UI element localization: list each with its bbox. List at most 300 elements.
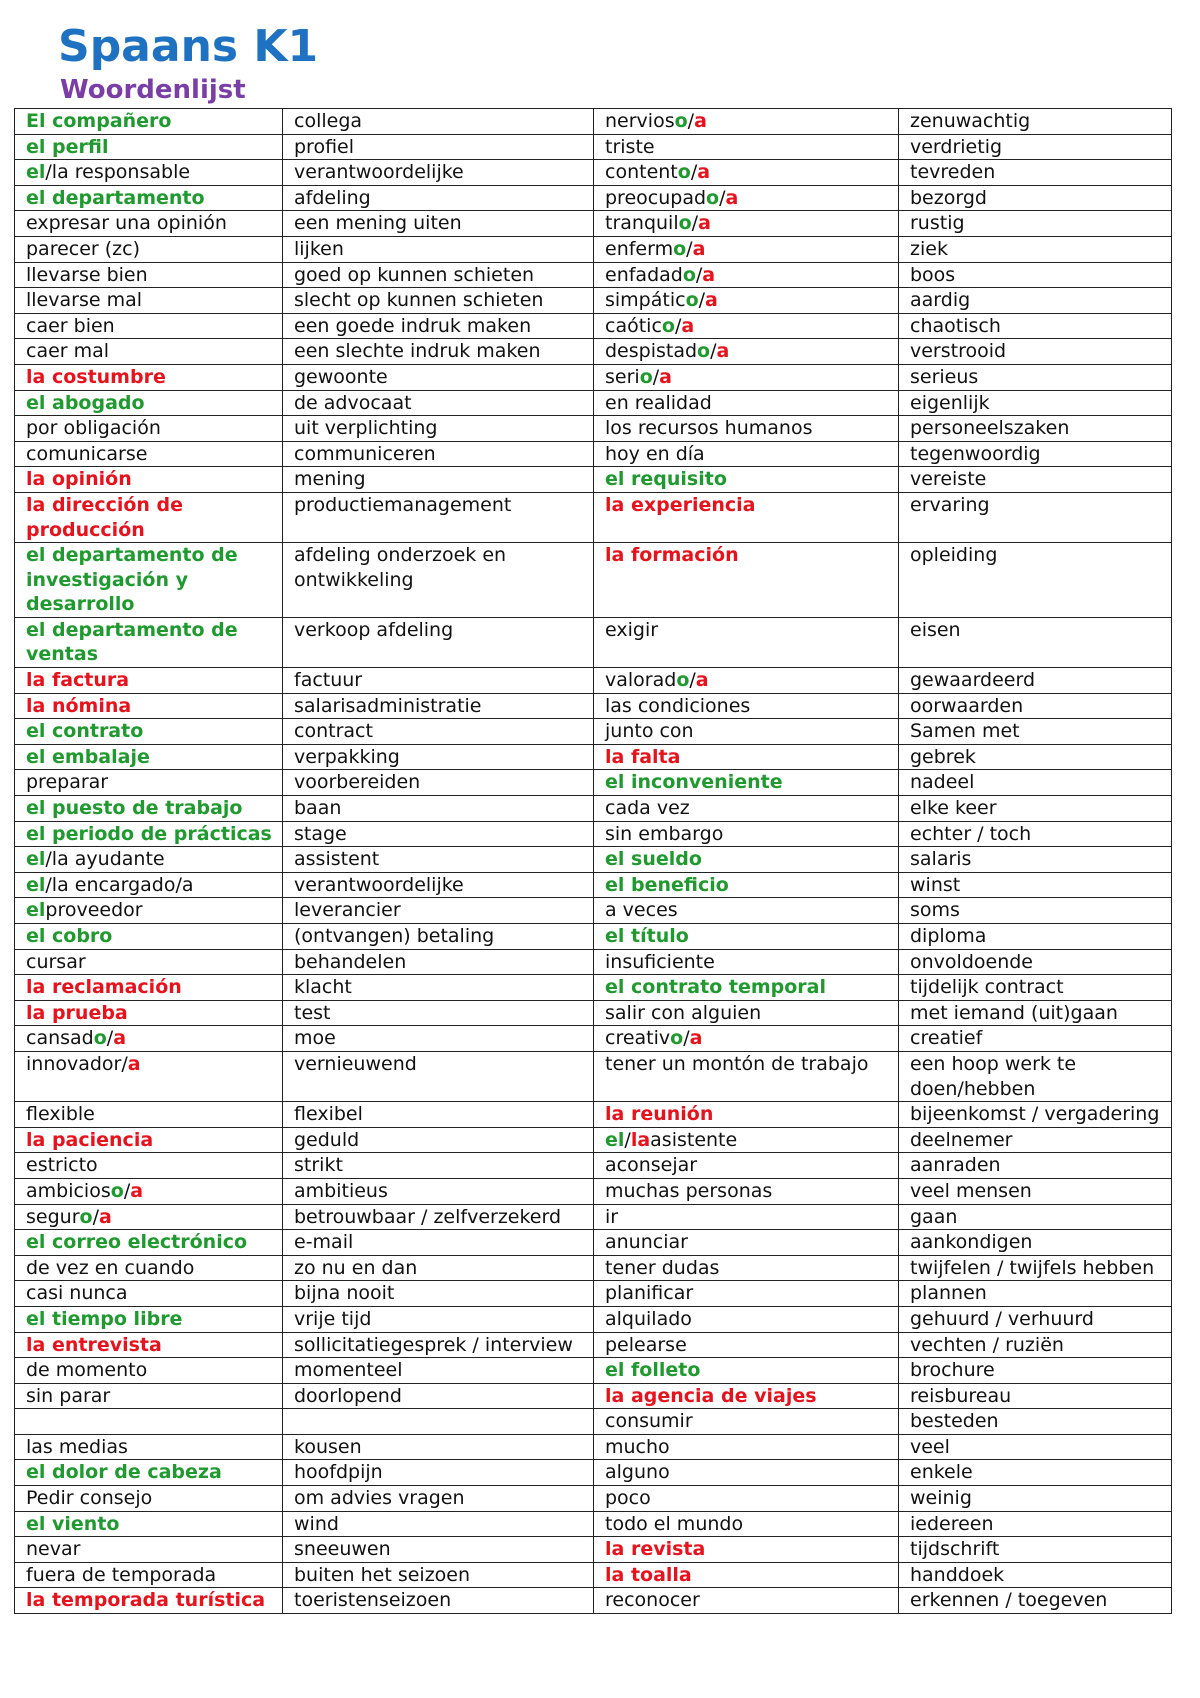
cell-spanish-term-left xyxy=(15,719,283,745)
cell-text: el tiempo libre xyxy=(26,1307,183,1330)
cell-text: la temporada turística xyxy=(26,1589,266,1612)
table-row xyxy=(15,288,1172,314)
cell-text: bijeenkomst / vergadering xyxy=(910,1103,1160,1126)
table-row xyxy=(15,160,1172,186)
cell-text: El compañero xyxy=(26,110,172,132)
cell-spanish-term-left xyxy=(15,160,283,186)
cell-text: kousen xyxy=(294,1435,362,1458)
cell-dutch-translation-left xyxy=(283,1588,594,1614)
page-title: Spaans K1 xyxy=(58,21,319,72)
cell-dutch-translation-right xyxy=(899,1537,1172,1563)
table-row xyxy=(15,390,1172,416)
cell-dutch-translation-left xyxy=(283,1102,594,1128)
cell-spanish-term-right xyxy=(594,1358,899,1384)
cell-text: oorwaarden xyxy=(910,694,1024,717)
cell-dutch-translation-left xyxy=(283,1358,594,1384)
cell-text: boos xyxy=(910,263,956,286)
cell-spanish-term-left xyxy=(15,467,283,493)
table-row xyxy=(15,543,1172,618)
cell-spanish-term-left xyxy=(15,262,283,288)
cell-dutch-translation-right xyxy=(899,1434,1172,1460)
cell-dutch-translation-right xyxy=(899,975,1172,1001)
cell-text: slecht op kunnen schieten xyxy=(294,289,544,312)
cell-dutch-translation-left xyxy=(283,185,594,211)
cell-spanish-term-left xyxy=(15,313,283,339)
cell-spanish-term-left xyxy=(15,492,283,542)
cell-text: handdoek xyxy=(910,1563,1005,1586)
table-row xyxy=(15,668,1172,694)
cell-text: la experiencia xyxy=(605,493,756,516)
cell-dutch-translation-right xyxy=(899,872,1172,898)
cell-text: diploma xyxy=(910,925,987,947)
cell-text: planificar xyxy=(605,1282,694,1305)
cell-dutch-translation-left xyxy=(283,492,594,542)
cell-text: / xyxy=(689,669,696,692)
table-row xyxy=(15,872,1172,898)
cell-spanish-term-right xyxy=(594,1460,899,1486)
table-row xyxy=(15,847,1172,873)
cell-text: communiceren xyxy=(294,442,436,465)
cell-text: reconocer xyxy=(605,1589,700,1612)
cell-text: erkennen / toegeven xyxy=(910,1589,1108,1612)
table-row xyxy=(15,1588,1172,1614)
cell-spanish-term-right xyxy=(594,236,899,262)
cell-dutch-translation-left xyxy=(283,1127,594,1153)
cell-text: en realidad xyxy=(605,391,712,414)
table-row xyxy=(15,1511,1172,1537)
cell-text: test xyxy=(294,1001,331,1024)
cell-spanish-term-right xyxy=(594,1332,899,1358)
cell-text: el contrato temporal xyxy=(605,976,827,999)
cell-text: aconsejar xyxy=(605,1154,698,1177)
cell-text: salir con alguien xyxy=(605,1001,762,1024)
cell-text: afdeling xyxy=(294,186,371,209)
cell-text: el departamento de investigación y desarrollo xyxy=(26,544,238,616)
table-row xyxy=(15,719,1172,745)
cell-spanish-term-right xyxy=(594,1102,899,1128)
cell-text: o xyxy=(639,365,653,388)
cell-text: el embalaje xyxy=(26,745,150,768)
cell-spanish-term-left xyxy=(15,1358,283,1384)
table-row xyxy=(15,1486,1172,1512)
cell-text: a xyxy=(113,1027,127,1050)
cell-dutch-translation-left xyxy=(283,1332,594,1358)
cell-dutch-translation-right xyxy=(899,543,1172,618)
cell-text: vrije tijd xyxy=(294,1307,372,1330)
cell-text: echter / toch xyxy=(910,822,1032,845)
cell-text: el inconveniente xyxy=(605,771,783,794)
cell-text: tranquil xyxy=(605,212,679,235)
cell-text: Pedir consejo xyxy=(26,1487,153,1510)
cell-dutch-translation-left xyxy=(283,211,594,237)
cell-dutch-translation-right xyxy=(899,770,1172,796)
table-row xyxy=(15,1358,1172,1384)
cell-dutch-translation-left xyxy=(283,898,594,924)
cell-text: insuficiente xyxy=(605,950,715,973)
cell-spanish-term-left xyxy=(15,770,283,796)
cell-dutch-translation-left xyxy=(283,796,594,822)
cell-spanish-term-left xyxy=(15,1511,283,1537)
cell-text: contract xyxy=(294,720,373,743)
cell-text: eigenlijk xyxy=(910,391,990,414)
cell-text: a xyxy=(681,314,695,337)
cell-spanish-term-right xyxy=(594,1153,899,1179)
cell-text: stage xyxy=(294,822,347,845)
cell-text: klacht xyxy=(294,976,352,999)
cell-text: wind xyxy=(294,1512,339,1535)
cell-spanish-term-right xyxy=(594,1026,899,1052)
cell-spanish-term-left xyxy=(15,975,283,1001)
table-row xyxy=(15,949,1172,975)
cell-text: comunicarse xyxy=(26,442,148,465)
cell-text: behandelen xyxy=(294,950,407,973)
cell-text: profiel xyxy=(294,135,355,158)
cell-dutch-translation-right xyxy=(899,1332,1172,1358)
cell-spanish-term-right xyxy=(594,262,899,288)
cell-text: met iemand (uit)gaan xyxy=(910,1001,1118,1024)
cell-text: la prueba xyxy=(26,1001,128,1024)
cell-dutch-translation-left xyxy=(283,693,594,719)
cell-spanish-term-right xyxy=(594,1204,899,1230)
table-row xyxy=(15,109,1172,135)
cell-text: veel mensen xyxy=(910,1179,1032,1202)
cell-text: la revista xyxy=(605,1538,706,1561)
cell-text: el dolor de cabeza xyxy=(26,1461,222,1484)
cell-text: reisbureau xyxy=(910,1384,1012,1407)
cell-dutch-translation-left xyxy=(283,1409,594,1435)
cell-text: la paciencia xyxy=(26,1128,154,1151)
cell-text: aardig xyxy=(910,289,971,312)
cell-dutch-translation-left xyxy=(283,1051,594,1101)
vocabulary-table-body xyxy=(15,109,1172,1614)
cell-spanish-term-right xyxy=(594,821,899,847)
cell-spanish-term-left xyxy=(15,416,283,442)
cell-spanish-term-left xyxy=(15,693,283,719)
cell-text: uit verplichting xyxy=(294,417,438,440)
cell-spanish-term-left xyxy=(15,185,283,211)
cell-spanish-term-right xyxy=(594,796,899,822)
cell-dutch-translation-right xyxy=(899,416,1172,442)
cell-text: winst xyxy=(910,873,961,896)
cell-dutch-translation-left xyxy=(283,262,594,288)
table-row xyxy=(15,1332,1172,1358)
cell-dutch-translation-left xyxy=(283,1026,594,1052)
cell-text: doorlopend xyxy=(294,1384,402,1407)
cell-text: a xyxy=(130,1179,144,1202)
cell-text: sollicitatiegesprek / interview xyxy=(294,1333,573,1356)
cell-spanish-term-right xyxy=(594,211,899,237)
cell-text: / xyxy=(687,110,695,132)
cell-text: de momento xyxy=(26,1359,148,1382)
table-row xyxy=(15,1051,1172,1101)
cell-dutch-translation-right xyxy=(899,898,1172,924)
cell-spanish-term-left xyxy=(15,288,283,314)
cell-text: twijfelen / twijfels hebben xyxy=(910,1256,1155,1279)
cell-text: cada vez xyxy=(605,797,690,820)
cell-dutch-translation-left xyxy=(283,1460,594,1486)
cell-dutch-translation-left xyxy=(283,109,594,135)
cell-text: rustig xyxy=(910,212,965,235)
cell-text: el xyxy=(605,1128,625,1151)
cell-text: aanraden xyxy=(910,1154,1001,1177)
cell-text: el correo electrónico xyxy=(26,1231,248,1254)
cell-spanish-term-right xyxy=(594,543,899,618)
cell-text: / xyxy=(624,1128,631,1151)
cell-text: el departamento xyxy=(26,186,205,209)
cell-dutch-translation-left xyxy=(283,872,594,898)
table-row xyxy=(15,1204,1172,1230)
cell-text: een goede indruk maken xyxy=(294,314,532,337)
table-row xyxy=(15,975,1172,1001)
cell-text: gewaardeerd xyxy=(910,669,1036,692)
cell-dutch-translation-left xyxy=(283,134,594,160)
cell-text: plannen xyxy=(910,1282,987,1305)
cell-text: productiemanagement xyxy=(294,493,512,516)
cell-dutch-translation-left xyxy=(283,1178,594,1204)
cell-text: verstrooid xyxy=(910,340,1007,363)
cell-text: o xyxy=(678,212,692,235)
table-row xyxy=(15,134,1172,160)
cell-text: las medias xyxy=(26,1435,128,1458)
cell-dutch-translation-left xyxy=(283,313,594,339)
cell-spanish-term-left xyxy=(15,1562,283,1588)
cell-text: a xyxy=(127,1052,141,1075)
cell-text: preocupad xyxy=(605,186,707,209)
cell-spanish-term-right xyxy=(594,1051,899,1101)
cell-text: a xyxy=(694,110,707,132)
cell-dutch-translation-left xyxy=(283,617,594,667)
cell-dutch-translation-right xyxy=(899,847,1172,873)
cell-text: triste xyxy=(605,135,655,158)
cell-dutch-translation-left xyxy=(283,847,594,873)
cell-text: valorad xyxy=(605,669,677,692)
cell-spanish-term-left xyxy=(15,1434,283,1460)
cell-spanish-term-left xyxy=(15,1537,283,1563)
cell-text: / xyxy=(674,314,682,337)
cell-dutch-translation-left xyxy=(283,1281,594,1307)
cell-text: / xyxy=(106,1027,114,1050)
cell-text: verantwoordelijke xyxy=(294,873,464,896)
cell-spanish-term-left xyxy=(15,821,283,847)
cell-text: eisen xyxy=(910,618,961,641)
table-row xyxy=(15,339,1172,365)
cell-text: vechten / ruziën xyxy=(910,1333,1064,1356)
cell-text: o xyxy=(110,1179,124,1202)
cell-spanish-term-right xyxy=(594,1409,899,1435)
cell-text: / xyxy=(683,1027,690,1050)
cell-spanish-term-left xyxy=(15,744,283,770)
table-row xyxy=(15,441,1172,467)
table-row xyxy=(15,1026,1172,1052)
cell-spanish-term-right xyxy=(594,339,899,365)
cell-dutch-translation-right xyxy=(899,109,1172,135)
cell-text: el abogado xyxy=(26,391,145,414)
cell-spanish-term-left xyxy=(15,1102,283,1128)
cell-text: onvoldoende xyxy=(910,950,1033,973)
cell-text: ziek xyxy=(910,237,948,260)
cell-dutch-translation-left xyxy=(283,949,594,975)
table-row xyxy=(15,1000,1172,1026)
cell-text: o xyxy=(79,1205,93,1228)
cell-text: hoy en día xyxy=(605,442,705,465)
cell-text: gaan xyxy=(910,1205,958,1228)
cell-text: a xyxy=(697,161,711,184)
cell-spanish-term-left xyxy=(15,898,283,924)
cell-dutch-translation-right xyxy=(899,668,1172,694)
cell-text: zo nu en dan xyxy=(294,1256,418,1279)
cell-spanish-term-left xyxy=(15,1281,283,1307)
cell-text: chaotisch xyxy=(910,314,1001,337)
cell-text: a xyxy=(692,237,706,260)
cell-dutch-translation-right xyxy=(899,744,1172,770)
cell-spanish-term-left xyxy=(15,1409,283,1435)
cell-text: enfadad xyxy=(605,263,683,286)
cell-spanish-term-right xyxy=(594,975,899,1001)
cell-text: Samen met xyxy=(910,720,1020,743)
cell-text: la xyxy=(630,1128,651,1151)
table-row xyxy=(15,185,1172,211)
cell-spanish-term-left xyxy=(15,872,283,898)
cell-dutch-translation-right xyxy=(899,262,1172,288)
cell-text: tijdelijk contract xyxy=(910,976,1064,999)
cell-text: baan xyxy=(294,797,342,820)
cell-spanish-term-left xyxy=(15,364,283,390)
cell-text: a veces xyxy=(605,899,678,922)
cell-spanish-term-right xyxy=(594,1588,899,1614)
cell-text: sneeuwen xyxy=(294,1538,391,1561)
cell-spanish-term-right xyxy=(594,668,899,694)
cell-text: o xyxy=(670,1027,684,1050)
table-row xyxy=(15,1153,1172,1179)
cell-spanish-term-right xyxy=(594,313,899,339)
cell-text: momenteel xyxy=(294,1359,403,1382)
cell-text: a xyxy=(698,212,711,235)
table-row xyxy=(15,1409,1172,1435)
cell-dutch-translation-right xyxy=(899,390,1172,416)
cell-dutch-translation-left xyxy=(283,1255,594,1281)
cell-text: poco xyxy=(605,1487,651,1510)
cell-dutch-translation-right xyxy=(899,467,1172,493)
cell-text: o xyxy=(706,186,720,209)
cell-dutch-translation-right xyxy=(899,1153,1172,1179)
table-row xyxy=(15,617,1172,667)
cell-spanish-term-right xyxy=(594,134,899,160)
cell-spanish-term-right xyxy=(594,492,899,542)
cell-text: / xyxy=(710,340,717,363)
cell-spanish-term-left xyxy=(15,949,283,975)
cell-text: caótic xyxy=(605,314,662,337)
cell-text: tevreden xyxy=(910,161,996,184)
cell-text: el beneficio xyxy=(605,873,729,896)
cell-text: el sueldo xyxy=(605,848,702,871)
cell-dutch-translation-right xyxy=(899,1562,1172,1588)
cell-text: el xyxy=(26,848,46,871)
cell-text: la falta xyxy=(605,745,681,768)
cell-text: a xyxy=(695,669,709,692)
cell-spanish-term-left xyxy=(15,1383,283,1409)
cell-spanish-term-left xyxy=(15,1230,283,1256)
cell-text: casi nunca xyxy=(26,1282,128,1305)
cell-text: la entrevista xyxy=(26,1333,162,1356)
cell-spanish-term-right xyxy=(594,1383,899,1409)
table-row xyxy=(15,1306,1172,1332)
cell-dutch-translation-left xyxy=(283,975,594,1001)
cell-spanish-term-right xyxy=(594,898,899,924)
cell-spanish-term-right xyxy=(594,770,899,796)
cell-dutch-translation-left xyxy=(283,441,594,467)
cell-dutch-translation-right xyxy=(899,1281,1172,1307)
cell-dutch-translation-left xyxy=(283,364,594,390)
table-row xyxy=(15,821,1172,847)
cell-dutch-translation-right xyxy=(899,949,1172,975)
cell-dutch-translation-left xyxy=(283,160,594,186)
table-row xyxy=(15,1281,1172,1307)
cell-text: geduld xyxy=(294,1128,360,1151)
cell-dutch-translation-left xyxy=(283,1511,594,1537)
cell-text: el periodo de prácticas xyxy=(26,822,272,845)
cell-dutch-translation-right xyxy=(899,134,1172,160)
cell-text: / xyxy=(690,161,698,184)
cell-dutch-translation-left xyxy=(283,924,594,950)
cell-text: o xyxy=(677,161,691,184)
cell-text: lijken xyxy=(294,237,344,260)
cell-dutch-translation-right xyxy=(899,1460,1172,1486)
cell-text: goed op kunnen schieten xyxy=(294,263,535,286)
cell-text: tener dudas xyxy=(605,1256,720,1279)
cell-text: el viento xyxy=(26,1512,120,1535)
cell-text: de advocaat xyxy=(294,391,412,414)
cell-text: bijna nooit xyxy=(294,1282,395,1305)
cell-spanish-term-left xyxy=(15,1588,283,1614)
cell-text: leverancier xyxy=(294,899,401,922)
cell-spanish-term-right xyxy=(594,1255,899,1281)
cell-text: a xyxy=(705,289,718,312)
cell-spanish-term-left xyxy=(15,1000,283,1026)
cell-dutch-translation-right xyxy=(899,821,1172,847)
cell-spanish-term-right xyxy=(594,617,899,667)
cell-dutch-translation-left xyxy=(283,1000,594,1026)
table-row xyxy=(15,262,1172,288)
cell-spanish-term-right xyxy=(594,949,899,975)
cell-text: despistad xyxy=(605,340,698,363)
cell-text: soms xyxy=(910,899,960,922)
cell-text: zenuwachtig xyxy=(910,110,1031,132)
cell-text: o xyxy=(676,669,690,692)
table-row xyxy=(15,1255,1172,1281)
table-row xyxy=(15,1460,1172,1486)
cell-text: o xyxy=(661,314,675,337)
page-subtitle: Woordenlijst xyxy=(60,75,246,105)
table-row xyxy=(15,744,1172,770)
cell-dutch-translation-right xyxy=(899,288,1172,314)
cell-text: el xyxy=(26,899,46,922)
cell-spanish-term-right xyxy=(594,847,899,873)
cell-text: factuur xyxy=(294,669,363,692)
cell-dutch-translation-left xyxy=(283,1153,594,1179)
table-row xyxy=(15,1383,1172,1409)
cell-spanish-term-right xyxy=(594,185,899,211)
cell-text: la toalla xyxy=(605,1563,692,1586)
cell-dutch-translation-left xyxy=(283,1383,594,1409)
cell-dutch-translation-left xyxy=(283,770,594,796)
cell-text: todo el mundo xyxy=(605,1512,744,1535)
cell-text: la nómina xyxy=(26,694,132,717)
cell-text: fuera de temporada xyxy=(26,1563,217,1586)
cell-text: seri xyxy=(605,365,640,388)
cell-text: llevarse mal xyxy=(26,289,143,312)
cell-dutch-translation-right xyxy=(899,1409,1172,1435)
cell-text: estricto xyxy=(26,1154,98,1177)
